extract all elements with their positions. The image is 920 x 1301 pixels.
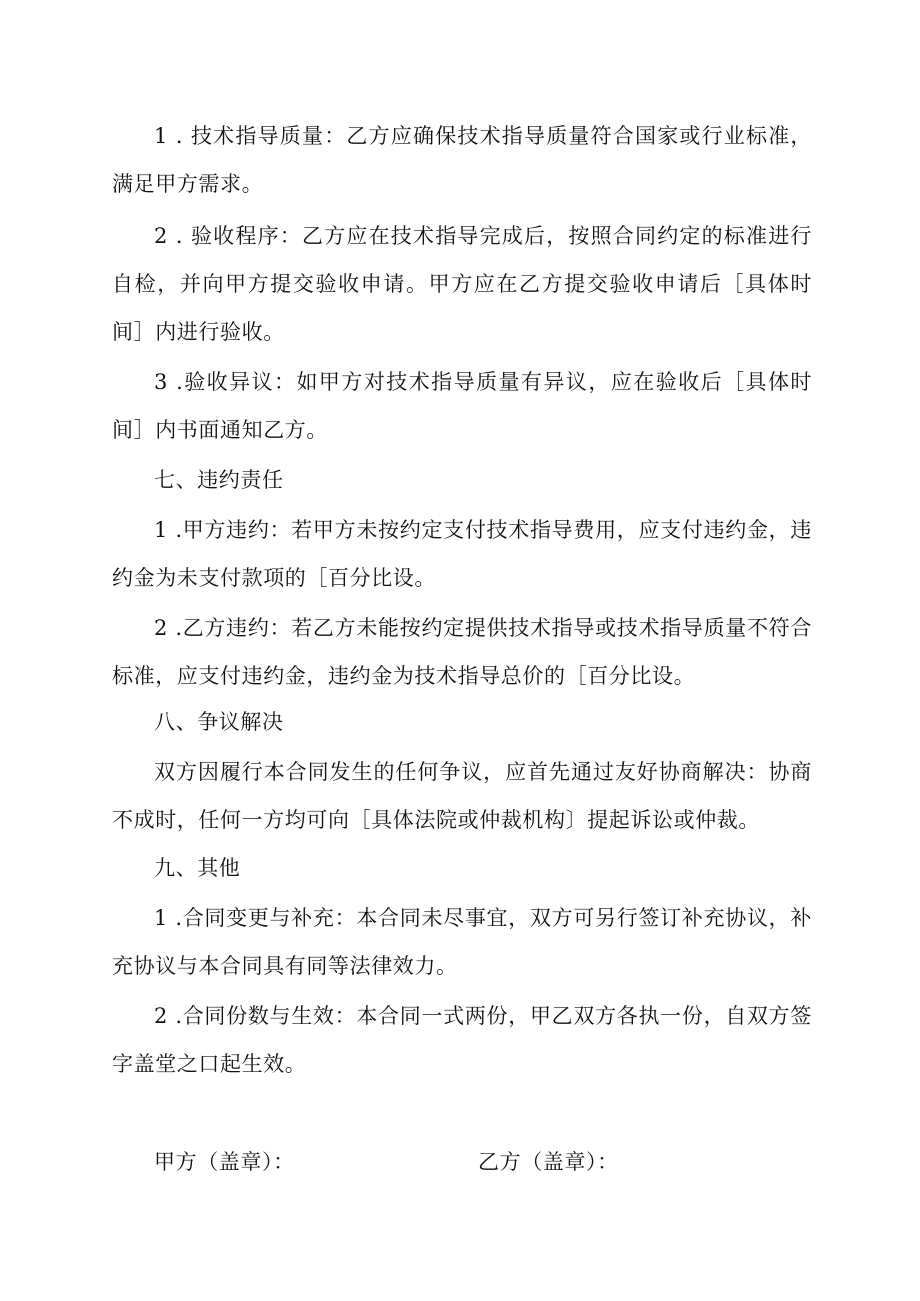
clause-party-a-breach: 1 .甲方违约：若甲方未按约定支付技术指导费用，应支付违约金，违约金为未支付款项的［百分比设。 — [112, 518, 812, 590]
clause-contract-amendment: 1 .合同变更与补充：本合同未尽事宜，双方可另行签订补充协议，补充协议与本合同具有同等法律效力。 — [112, 906, 812, 978]
section-title-miscellaneous: 九、其他 — [154, 856, 241, 880]
party-a-seal-label: 甲方（盖章）： — [154, 1150, 295, 1174]
section-title-dispute-resolution: 八、争议解决 — [154, 710, 284, 734]
clause-party-b-breach: 2 .乙方违约：若乙方未能按约定提供技术指导或技术指导质量不符合标准，应支付违约金，违约金为技术指导总价的［百分比设。 — [112, 616, 812, 688]
section-title-breach-liability: 七、违约责任 — [154, 468, 284, 492]
clause-technical-guidance-quality: 1 . 技术指导质量：乙方应确保技术指导质量符合国家或行业标准，满足甲方需求。 — [112, 124, 812, 196]
clause-dispute-resolution: 双方因履行本合同发生的任何争议，应首先通过友好协商解决：协商不成时，任何一方均可向［具体法院或仲裁机构〕提起诉讼或仲裁。 — [112, 760, 812, 832]
clause-acceptance-procedure: 2 . 验收程序：乙方应在技术指导完成后，按照合同约定的标准进行自检，并向甲方提交验收申请。甲方应在乙方提交验收申请后［具体时间］内进行验收。 — [112, 224, 812, 344]
clause-acceptance-objection: 3 .验收异议：如甲方对技术指导质量有异议，应在验收后［具体时间］内书面通知乙方。 — [112, 370, 812, 442]
clause-copies-and-effect: 2 .合同份数与生效：本合同一式两份，甲乙双方各执一份，自双方签字盖堂之口起生效。 — [112, 1004, 812, 1076]
party-b-seal-label: 乙方（盖章）： — [478, 1150, 619, 1174]
